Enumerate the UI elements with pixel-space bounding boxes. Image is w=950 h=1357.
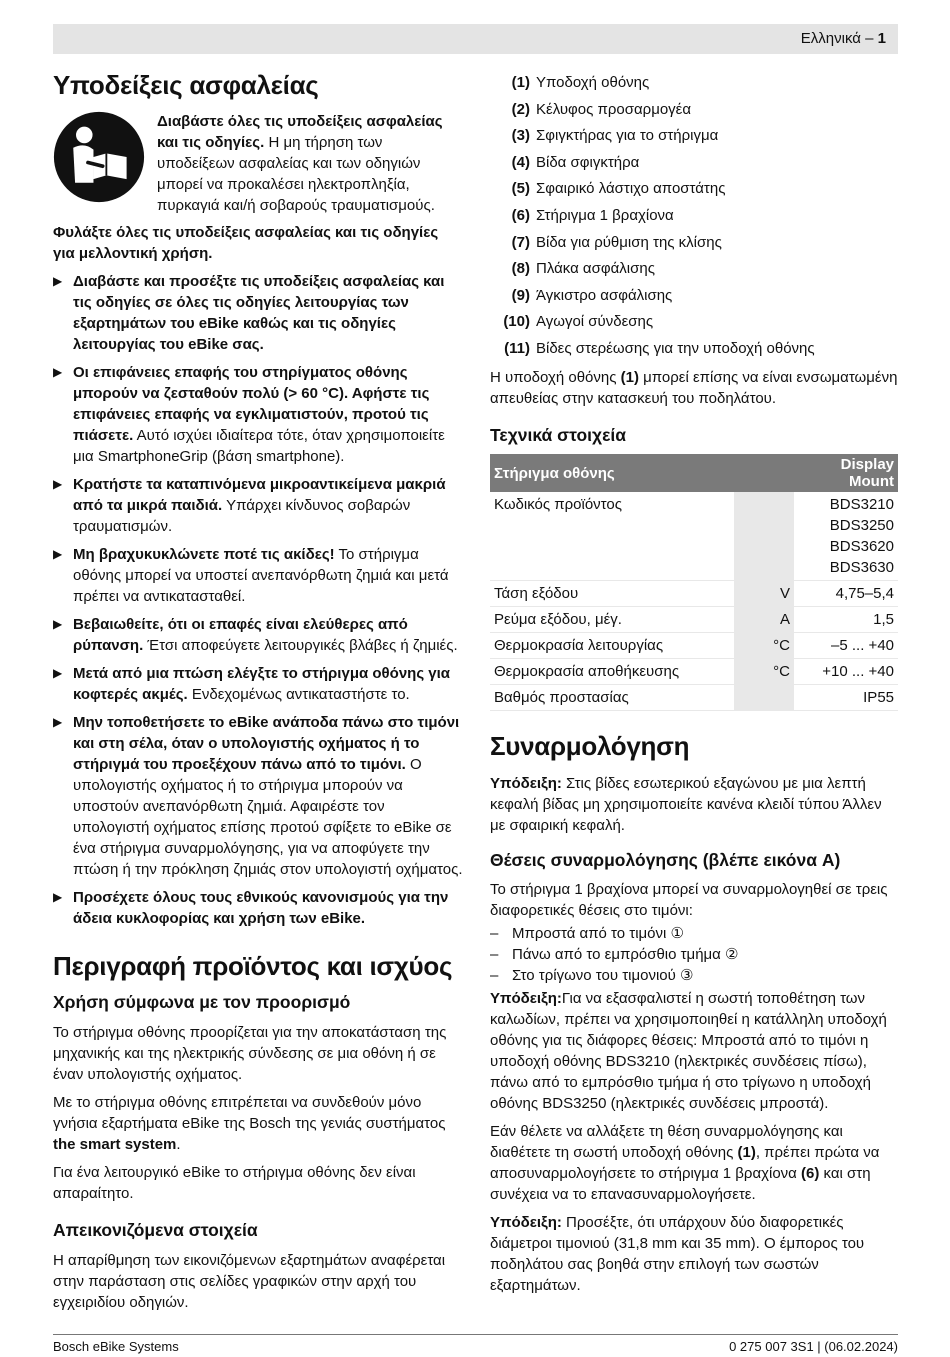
header-text bbox=[801, 30, 886, 47]
triangle-bullet-icon: ▶ bbox=[53, 890, 63, 905]
parts-note-a: Η υποδοχή οθόνης bbox=[490, 368, 621, 386]
change-position-text bbox=[490, 1121, 898, 1205]
safety-item bbox=[53, 614, 463, 656]
tech-unit: A bbox=[734, 607, 794, 633]
part-number: (9) bbox=[511, 286, 530, 304]
position-item bbox=[490, 923, 898, 944]
position-item bbox=[490, 965, 898, 986]
tech-unit: V bbox=[734, 581, 794, 607]
safety-item bbox=[53, 712, 463, 880]
intended-use-p2-a: Με το στήριγμα οθόνης επιτρέπεται να συνδεθούν μόνο γνήσια εξαρτήματα eBike της Bosch της γενιάς συστήματος bbox=[53, 1094, 446, 1133]
read-manual-icon bbox=[53, 111, 145, 203]
assembly-note1 bbox=[490, 773, 898, 836]
part-item bbox=[490, 123, 898, 150]
keep-instructions: Φυλάξτε όλες τις υποδείξεις ασφαλείας και τις οδηγίες για μελλοντική χρήση. bbox=[53, 224, 439, 263]
tech-header-left: Στήριγμα οθόνης bbox=[490, 454, 794, 492]
tech-row bbox=[490, 685, 898, 711]
triangle-bullet-icon: ▶ bbox=[53, 617, 63, 632]
mounting-positions-intro: Το στήριγμα 1 βραχίονα μπορεί να συναρμολογηθεί σε τρεις διαφορετικές θέσεις στο τιμόνι: bbox=[490, 881, 888, 920]
part-number: (3) bbox=[511, 127, 530, 145]
part-item bbox=[490, 150, 898, 177]
tech-value: IP55 bbox=[794, 685, 898, 711]
position-item bbox=[490, 944, 898, 965]
intended-use-p2 bbox=[53, 1092, 463, 1155]
intended-use-p3: Για ένα λειτουργικό eBike το στήριγμα οθόνης δεν είναι απαραίτητο. bbox=[53, 1164, 416, 1203]
part-number: (2) bbox=[511, 100, 530, 118]
assembly-note3 bbox=[490, 1212, 898, 1296]
tech-value: +10 ... +40 bbox=[794, 659, 898, 685]
intended-use-p1: Το στήριγμα οθόνης προορίζεται για την αποκατάσταση της μηχανικής και της ηλεκτρικής σύνδεσης σε μια οθόνη ή σε έναν υπολογιστής οχήματος. bbox=[53, 1024, 447, 1084]
safety-item-bold: Οι επιφάνειες επαφής του στηρίγματος οθόνης μπορούν να ζεσταθούν πολύ (> 60 °C). Αφήστε τις επιφάνειες επαφής να εγκλιματιστούν, προτού τις πιάσετε. bbox=[73, 364, 430, 445]
note-text: Προσέξτε, ότι υπάρχουν δύο διαφορετικές διάμετροι τιμονιού (31,8 mm και 35 mm). Ο έμπορος του ποδηλάτου σας βοηθά στην επιλογή των σωστών εξαρτημάτων. bbox=[490, 1214, 865, 1295]
left-column bbox=[53, 70, 463, 1320]
safety-item-bold: Μην τοποθετήσετε το eBike ανάποδα πάνω στο τιμόνι και στη σέλα, όταν ο υπολογιστής οχήματος ή το στήριγμά του προεξέχουν πάνω από το τιμόνι. bbox=[73, 714, 460, 774]
part-label: Κέλυφος προσαρμογέα bbox=[536, 100, 692, 118]
part-label: Άγκιστρο ασφάλισης bbox=[536, 286, 673, 304]
note-text: Για να εξασφαλιστεί η σωστή τοποθέτηση των καλωδίων, πρέπει να χρησιμοποιηθεί η κατάλληλη υποδοχή οθόνης για τις διάφορες θέσεις: Μπροστά από το τιμόνι η υποδοχή οθόνης BDS3210 (ηλεκτρικές συνδέσεις πίσω), πάνω από το εμπρόσθιο τμήμα ή στο τρίγωνο η υποδοχή οθόνης BDS3250 (ηλεκτρικές συνδέσεις μπροστά). bbox=[490, 990, 887, 1113]
parts-list bbox=[490, 70, 898, 363]
tech-label: Θερμοκρασία λειτουργίας bbox=[490, 633, 734, 659]
tech-label: Κωδικός προϊόντος bbox=[490, 492, 734, 581]
safety-item-bold: Κρατήστε τα καταπινόμενα μικροαντικείμενα μακριά από τα μικρά παιδιά. bbox=[73, 476, 446, 515]
parts-note bbox=[490, 367, 898, 409]
part-number: (6) bbox=[511, 206, 530, 224]
tech-label: Τάση εξόδου bbox=[490, 581, 734, 607]
tech-value: BDS3210 BDS3250 BDS3620 BDS3630 bbox=[794, 492, 898, 581]
warning-body: Η μη τήρηση των υποδείξεων ασφαλείας και των οδηγιών μπορεί να προκαλέσει ηλεκτροπληξία, πυρκαγιά και/ή σοβαρούς τραυματισμούς. bbox=[157, 134, 435, 215]
safety-item-bold: Μη βραχυκυκλώνετε ποτέ τις ακίδες! bbox=[73, 546, 335, 564]
safety-item-text: Το στήριγμα οθόνης μπορεί να υποστεί ανεπανόρθωτη ζημιά και μετά πρέπει να αντικατασταθεί. bbox=[73, 546, 449, 606]
change-ref-6: (6) bbox=[801, 1165, 820, 1183]
right-column bbox=[490, 70, 898, 1303]
safety-warning-text bbox=[157, 111, 463, 216]
part-label: Σφαιρικό λάστιχο αποστάτης bbox=[536, 180, 726, 198]
tech-row bbox=[490, 492, 898, 581]
header-language: Ελληνικά bbox=[800, 30, 861, 47]
position-label: Στο τρίγωνο του τιμονιού ③ bbox=[512, 967, 694, 985]
position-label: Μπροστά από το τιμόνι ① bbox=[512, 925, 684, 943]
assembly-note2 bbox=[490, 988, 898, 1114]
tech-unit: °C bbox=[734, 659, 794, 685]
part-number: (1) bbox=[511, 74, 530, 91]
header-separator: – bbox=[860, 30, 878, 47]
tech-data-table bbox=[490, 454, 898, 711]
intended-use-p2-c: . bbox=[176, 1136, 181, 1154]
part-label: Υποδοχή οθόνης bbox=[536, 74, 650, 91]
safety-item bbox=[53, 663, 463, 705]
safety-item-bold: Διαβάστε και προσέξτε τις υποδείξεις ασφαλείας και τις οδηγίες σε όλες τις οδηγίες λειτουργίας των εξαρτημάτων του eBike καθώς και τις οδηγίες λειτουργίας του eBike σας. bbox=[73, 273, 445, 354]
change-a: Εάν θέλετε να αλλάξετε τη θέση συναρμολόγησης και διαθέτετε τη σωστή υποδοχή οθόνης bbox=[490, 1123, 843, 1162]
part-number: (8) bbox=[511, 260, 530, 278]
part-number: (4) bbox=[511, 153, 530, 171]
part-number: (10) bbox=[503, 313, 530, 331]
change-c: , πρέπει πρώτα να αποσυναρμολογήσετε το στήριγμα 1 βραχίονα bbox=[490, 1144, 880, 1183]
dash-bullet: – bbox=[490, 967, 499, 985]
dash-bullet: – bbox=[490, 925, 499, 943]
part-label: Αγωγοί σύνδεσης bbox=[536, 313, 654, 331]
part-item bbox=[490, 256, 898, 283]
safety-item-bold: Μετά από μια πτώση ελέγξτε το στήριγμα οθόνης για κοφτερές ακμές. bbox=[73, 665, 451, 704]
tech-row bbox=[490, 581, 898, 607]
triangle-bullet-icon: ▶ bbox=[53, 715, 63, 730]
footer-publisher: Bosch eBike Systems bbox=[53, 1339, 179, 1354]
tech-header-right: Display Mount bbox=[794, 454, 898, 492]
page-footer bbox=[53, 1334, 898, 1354]
position-label: Πάνω από το εμπρόσθιο τμήμα ② bbox=[512, 946, 739, 964]
tech-unit: °C bbox=[734, 633, 794, 659]
safety-item-text: Υπάρχει κίνδυνος σοβαρών τραυματισμών. bbox=[73, 497, 411, 536]
triangle-bullet-icon: ▶ bbox=[53, 547, 63, 562]
part-number: (5) bbox=[511, 180, 530, 198]
parts-note-ref: (1) bbox=[620, 368, 639, 386]
part-item bbox=[490, 203, 898, 230]
part-item bbox=[490, 283, 898, 310]
safety-item bbox=[53, 887, 463, 929]
part-label: Σφιγκτήρας για το στήριγμα bbox=[536, 127, 719, 145]
triangle-bullet-icon: ▶ bbox=[53, 666, 63, 681]
tech-row bbox=[490, 607, 898, 633]
part-number: (7) bbox=[511, 233, 530, 251]
note-text: Στις βίδες εσωτερικού εξαγώνου με μια λεπτή κεφαλή βίδας μη χρησιμοποιείτε κανένα κλειδί τύπου Άλλεν με σφαιρική κεφαλή. bbox=[490, 774, 882, 834]
part-item bbox=[490, 70, 898, 97]
safety-item bbox=[53, 271, 463, 355]
part-item bbox=[490, 309, 898, 336]
tech-label: Ρεύμα εξόδου, μέγ. bbox=[490, 607, 734, 633]
tech-label: Θερμοκρασία αποθήκευσης bbox=[490, 659, 734, 685]
safety-title: Υποδείξεις ασφαλείας bbox=[53, 70, 319, 100]
part-label: Βίδες στερέωσης για την υποδοχή οθόνης bbox=[536, 339, 815, 357]
tech-data-title: Τεχνικά στοιχεία bbox=[490, 424, 627, 445]
part-item bbox=[490, 336, 898, 363]
safety-item-text: Ο υπολογιστής οχήματος ή το στήριγμα μπορούν να υποστούν ανεπανόρθωτη ζημιά. Αφαιρέστε τον υπολογιστή οχήματος επίσης προτού σφίξετε το eBike σε ένα στήριγμα συναρμολόγησης, για να αποφύγετε την πτώση ή την πρόκληση ζημιάς στον υπολογιστή οχήματος. bbox=[73, 756, 463, 879]
part-label: Βίδα για ρύθμιση της κλίσης bbox=[536, 233, 722, 251]
tech-row bbox=[490, 659, 898, 685]
dash-bullet: – bbox=[490, 946, 499, 964]
illustrated-components-title: Απεικονιζόμενα στοιχεία bbox=[53, 1220, 258, 1241]
part-label: Βίδα σφιγκτήρα bbox=[536, 153, 640, 171]
change-e: και στη συνέχεια να το επανασυναρμολογήσετε. bbox=[490, 1165, 871, 1204]
footer-doc-number: 0 275 007 3S1 | (06.02.2024) bbox=[729, 1339, 898, 1354]
mounting-positions-title: Θέσεις συναρμολόγησης (βλέπε εικόνα A) bbox=[490, 849, 841, 870]
safety-item-text: Ενδεχομένως αντικαταστήστε το. bbox=[187, 686, 410, 704]
note-label: Υπόδειξη: bbox=[490, 990, 562, 1008]
triangle-bullet-icon: ▶ bbox=[53, 365, 63, 380]
safety-item-bold: Βεβαιωθείτε, ότι οι επαφές είναι ελεύθερες από ρύπανση. bbox=[73, 616, 408, 655]
note-label: Υπόδειξη: bbox=[490, 1214, 562, 1232]
triangle-bullet-icon: ▶ bbox=[53, 477, 63, 492]
tech-value: –5 ... +40 bbox=[794, 633, 898, 659]
safety-item-text: Έτσι αποφεύγετε λειτουργικές βλάβες ή ζημιές. bbox=[143, 637, 458, 655]
part-number: (11) bbox=[504, 339, 530, 357]
tech-value: 4,75–5,4 bbox=[794, 581, 898, 607]
warning-bold: Διαβάστε όλες τις υποδείξεις ασφαλείας και τις οδηγίες. bbox=[157, 113, 443, 152]
product-title: Περιγραφή προϊόντος και ισχύος bbox=[53, 951, 453, 982]
part-label: Στήριγμα 1 βραχίονα bbox=[536, 206, 674, 224]
smart-system-name: the smart system bbox=[53, 1136, 177, 1154]
part-label: Πλάκα ασφάλισης bbox=[536, 260, 655, 278]
safety-warning bbox=[53, 111, 463, 216]
note-label: Υπόδειξη: bbox=[490, 774, 562, 792]
page-header bbox=[53, 24, 898, 54]
part-item bbox=[490, 176, 898, 203]
safety-item bbox=[53, 362, 463, 467]
assembly-title: Συναρμολόγηση bbox=[490, 731, 690, 762]
safety-list bbox=[53, 271, 463, 929]
tech-unit bbox=[734, 492, 794, 581]
tech-value: 1,5 bbox=[794, 607, 898, 633]
triangle-bullet-icon: ▶ bbox=[53, 274, 63, 289]
tech-unit bbox=[734, 685, 794, 711]
parts-note-c: μπορεί επίσης να είναι ενσωματωμένη απευθείας στην κατασκευή του ποδηλάτου. bbox=[490, 368, 898, 407]
safety-item bbox=[53, 544, 463, 607]
safety-item bbox=[53, 474, 463, 537]
intended-use-title: Χρήση σύμφωνα με τον προορισμό bbox=[53, 992, 351, 1013]
tech-row bbox=[490, 633, 898, 659]
tech-table-header bbox=[490, 454, 898, 492]
positions-list bbox=[490, 923, 898, 986]
page-number: 1 bbox=[877, 30, 886, 47]
part-item bbox=[490, 230, 898, 257]
safety-item-bold: Προσέχετε όλους τους εθνικούς κανονισμούς για την άδεια κυκλοφορίας και χρήση των eBike. bbox=[73, 889, 449, 928]
tech-label: Βαθμός προστασίας bbox=[490, 685, 734, 711]
change-ref-1: (1) bbox=[737, 1144, 756, 1162]
part-item bbox=[490, 97, 898, 124]
safety-item-text: Αυτό ισχύει ιδιαίτερα τότε, όταν χρησιμοποιείτε μια SmartphoneGrip (βάση smartphone). bbox=[73, 427, 445, 466]
illustrated-components-text: Η απαρίθμηση των εικονιζόμενων εξαρτημάτων αναφέρεται στην παράσταση στις σελίδες γραφικών στην αρχή του εγχειριδίου οδηγιών. bbox=[53, 1252, 446, 1312]
